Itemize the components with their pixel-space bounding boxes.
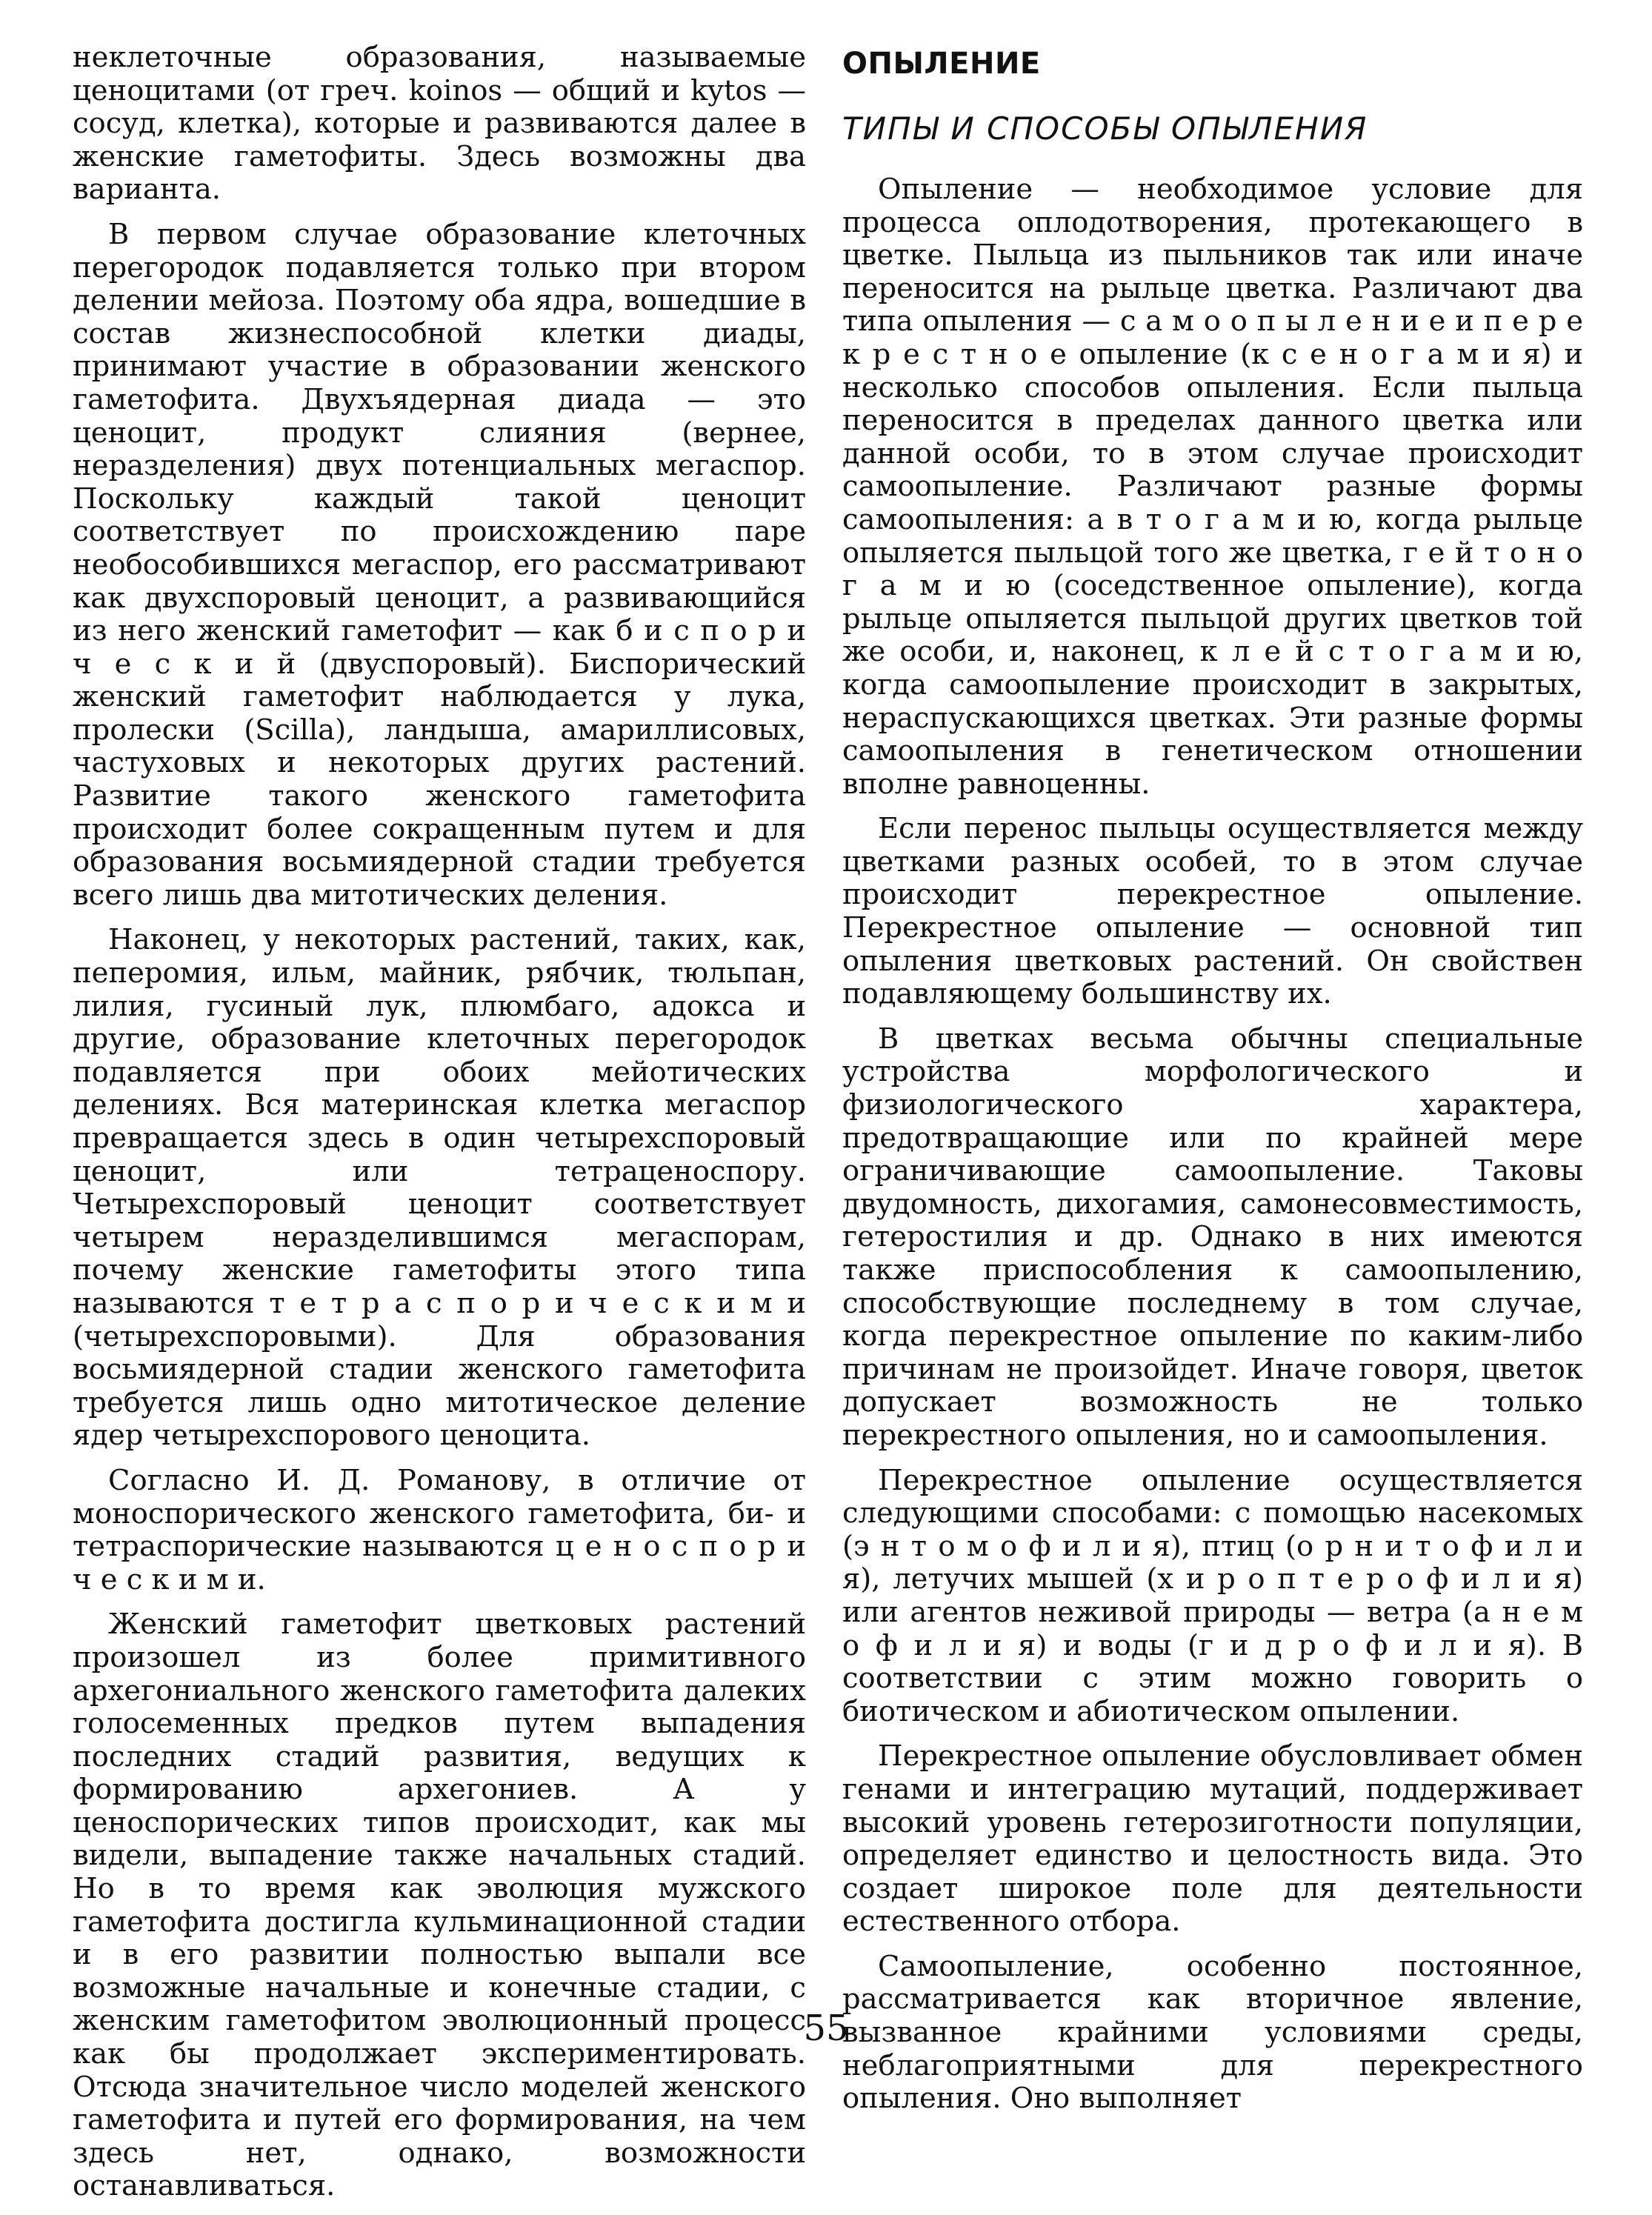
right-paragraph-6: Самоопыление, особенно постоянное, рассматривается как вторичное явление, вызванное крайними условиями среды, неблагоприятными для перекрестного опыления. Оно выполняет: [842, 1949, 1583, 2116]
right-column: [842, 41, 1583, 2128]
right-paragraph-3: В цветках весьма обычны специальные устройства морфологического и физиологического характера, предотвращающие или по крайней мере ограничивающие самоопыление. Таковы двудомность, дихогамия, самонесовместимость, гетеростилия и др. Однако в них имеются также приспособления к самоопылению, способствующие последнему в том случае, когда перекрестное опыление по каким-либо причинам не произойдет. Иначе говоря, цветок допускает возможность не только перекрестного опыления, но и самоопыления.: [842, 1022, 1583, 1452]
left-paragraph-2: В первом случае образование клеточных перегородок подавляется только при втором делении мейоза. Поэтому оба ядра, вошедшие в состав жизнеспособной клетки диады, принимают участие в образовании женского гаметофита. Двухъядерная диада — это ценоцит, продукт слияния (вернее, неразделения) двух потенциальных мегаспор. Поскольку каждый такой ценоцит соответствует по происхождению паре необособившихся мегаспор, его рассматривают как двухспоровый ценоцит, а развивающийся из него женский гаметофит — как б и с п о р и ч е с к и й (двуспоровый). Биспорический женский гаметофит наблюдается у лука, пролески (Scilla), ландыша, амариллисовых, частуховых и некоторых других растений. Развитие такого женского гаметофита происходит более сокращенным путем и для образования восьмиядерной стадии требуется всего лишь два митотических деления.: [73, 217, 806, 912]
section-heading: ОПЫЛЕНИЕ: [842, 47, 1041, 81]
left-paragraph-4: Согласно И. Д. Романову, в отличие от моноспорического женского гаметофита, би- и тетраспорические называются ц е н о с п о р и ч е с к и м и.: [73, 1463, 806, 1596]
page-number: 55: [803, 2008, 849, 2049]
left-column: [73, 41, 806, 2215]
right-paragraph-4: Перекрестное опыление осуществляется следующими способами: с помощью насекомых (э н т о м о ф и л и я), птиц (о р н и т о ф и л и я), летучих мышей (х и р о п т е р о ф и л и я) или агентов неживой природы — ветра (а н е м о ф и л и я) и воды (г и д р о ф и л и я). В соответствии с этим можно говорить о биотическом и абиотическом опылении.: [842, 1463, 1583, 1728]
left-paragraph-5: Женский гаметофит цветковых растений произошел из более примитивного архегониального женского гаметофита далеких голосеменных предков путем выпадения последних стадий развития, ведущих к формированию архегониев. А у ценоспорических типов происходит, как мы видели, выпадение также начальных стадий. Но в то время как эволюция мужского гаметофита достигла кульминационной стадии и в его развитии полностью выпали все возможные начальные и конечные стадии, с женским гаметофитом эволюционный процесс как бы продолжает экспериментировать. Отсюда значительное число моделей женского гаметофита и путей его формирования, на чем здесь нет, однако, возможности останавливаться.: [73, 1608, 806, 2203]
left-paragraph-3: Наконец, у некоторых растений, таких, как, пеперомия, ильм, майник, рябчик, тюльпан, лилия, гусиный лук, плюмбаго, адокса и другие, образование клеточных перегородок подавляется при обоих мейотических делениях. Вся материнская клетка мегаспор превращается здесь в один четырехспоровый ценоцит, или тетраценоспору. Четырехспоровый ценоцит соответствует четырем неразделившимся мегаспорам, почему женские гаметофиты этого типа называются т е т р а с п о р и ч е с к и м и (четырехспоровыми). Для образования восьмиядерной стадии женского гаметофита требуется лишь одно митотическое деление ядер четырехспорового ценоцита.: [73, 923, 806, 1453]
right-paragraph-5: Перекрестное опыление обусловливает обмен генами и интеграцию мутаций, поддерживает высокий уровень гетерозиготности популяции, определяет единство и целостность вида. Это создает широкое поле для деятельности естественного отбора.: [842, 1739, 1583, 1939]
left-paragraph-1: неклеточные образования, называемые ценоцитами (от греч. koinos — общий и kytos — сосуд, клетка), которые и развиваются далее в женские гаметофиты. Здесь возможны два варианта.: [73, 41, 806, 207]
right-paragraph-2: Если перенос пыльцы осуществляется между цветками разных особей, то в этом случае происходит перекрестное опыление. Перекрестное опыление — основной тип опыления цветковых растений. Он свойствен подавляющему большинству их.: [842, 812, 1583, 1011]
right-paragraph-1: Опыление — необходимое условие для процесса оплодотворения, протекающего в цветке. Пыльца из пыльников так или иначе переносится на рыльце цветка. Различают два типа опыления — с а м о о п ы л е н и е и п е р е к р е с т н о е опыление (к с е н о г а м и я) и несколько способов опыления. Если пыльца переносится в пределах данного цветка или данной особи, то в этом случае происходит самоопыление. Различают разные формы самоопыления: а в т о г а м и ю, когда рыльце опыляется пыльцой того же цветка, г е й т о н о г а м и ю (соседственное опыление), когда рыльце опыляется пыльцой других цветков той же особи, и, наконец, к л е й с т о г а м и ю, когда самоопыление происходит в закрытых, нераспускающихся цветках. Эти разные формы самоопыления в генетическом отношении вполне равноценны.: [842, 173, 1583, 801]
section-subheading: ТИПЫ И СПОСОБЫ ОПЫЛЕНИЯ: [842, 110, 1368, 147]
